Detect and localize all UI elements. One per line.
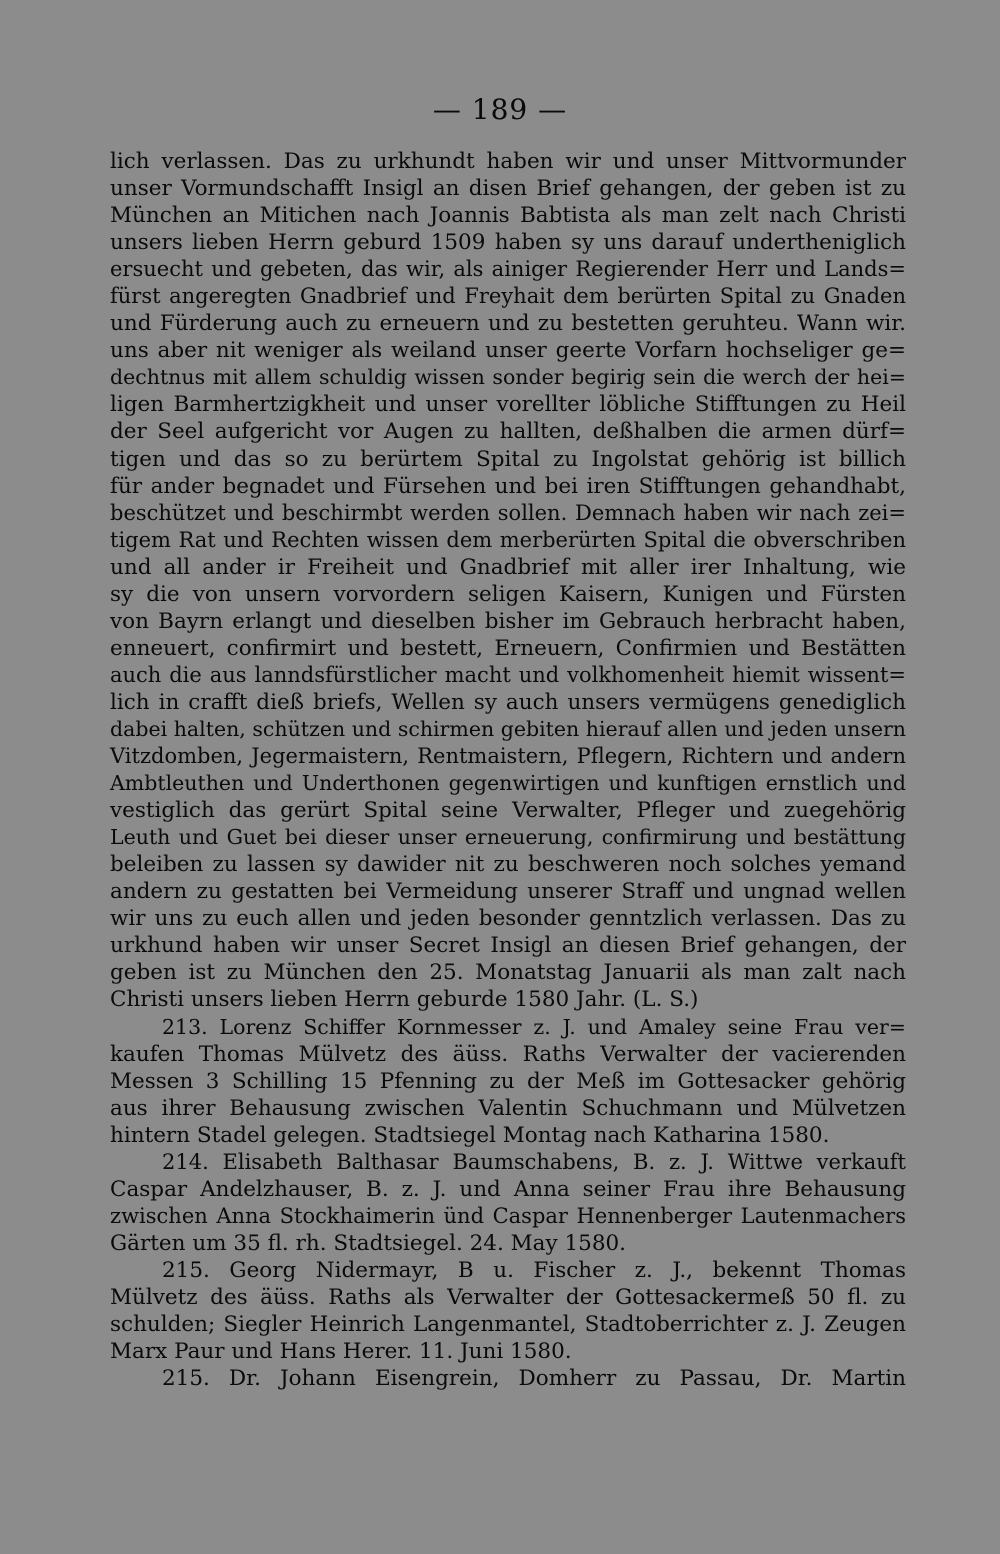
text-line: dechtnus mit allem schuldig wissen sonder begirig sein die werch der hei= xyxy=(110,365,906,390)
text-line: lich in crafft dieß briefs, Wellen sy auch unsers vermügens genediglich xyxy=(110,689,906,715)
text-line: Ambtleuthen und Underthonen gegenwirtigen und kunftigen ernstlich und xyxy=(110,771,906,796)
text-line: München an Mitichen nach Joannis Babtista als man zelt nach Christi xyxy=(110,203,906,229)
text-line: und Fürderung auch zu erneuern und zu bestetten geruhteu. Wann wir. xyxy=(110,311,906,337)
text-line: unser Vormundschafft Insigl an disen Brief gehangen, der geben ist zu xyxy=(110,176,906,202)
text-line: 215. Dr. Johann Eisengrein, Domherr zu Passau, Dr. Martin xyxy=(162,1366,906,1392)
text-line: urkhund haben wir unser Secret Insigl an diesen Brief gehangen, der xyxy=(110,933,906,959)
text-line: und all ander ir Freiheit und Gnadbrief mit aller irer Inhaltung, wie xyxy=(110,554,906,580)
text-line: schulden; Siegler Heinrich Langenmantel, Stadtoberrichter z. J. Zeugen xyxy=(110,1312,906,1338)
text-line: fürst angeregten Gnadbrief und Freyhait dem berürten Spital zu Gnaden xyxy=(110,284,906,309)
text-line: Christi unsers lieben Herrn geburde 1580 Jahr. (L. S.) xyxy=(110,987,699,1013)
text-line: tigem Rat und Rechten wissen dem merberürten Spital die obverschriben xyxy=(110,527,906,552)
text-line: aus ihrer Behausung zwischen Valentin Schuchmann und Mülvetzen xyxy=(110,1095,906,1121)
text-line: 214. Elisabeth Balthasar Baumschabens, B. z. J. Wittwe verkauft xyxy=(162,1149,906,1174)
text-line: dabei halten, schützen und schirmen gebiten hierauf allen und jeden unsern xyxy=(110,716,906,741)
text-line: Messen 3 Schilling 15 Pfenning zu der Meß im Gottesacker gehörig xyxy=(110,1068,906,1094)
text-line: Mülvetz des äüss. Raths als Verwalter der Gottesackermeß 50 fl. zu xyxy=(110,1284,906,1310)
text-line: geben ist zu München den 25. Monatstag Januarii als man zalt nach xyxy=(110,960,906,986)
text-line: ersuecht und gebeten, das wir, als ainiger Regierender Herr und Lands= xyxy=(110,257,906,282)
text-line: von Bayrn erlangt und dieselben bisher im Gebrauch herbracht haben, xyxy=(110,608,906,634)
text-line: kaufen Thomas Mülvetz des äüss. Raths Verwalter der vacierenden xyxy=(110,1041,906,1067)
text-line: auch die aus lanndsfürstlicher macht und volkhomenheit hiemit wissent= xyxy=(110,662,906,687)
text-line: beleiben zu lassen sy dawider nit zu beschweren noch solches yemand xyxy=(110,852,906,878)
text-line: der Seel aufgericht vor Augen zu hallten, deßhalben die armen dürf= xyxy=(110,419,906,445)
text-line: uns aber nit weniger als weiland unser geerte Vorfarn hochseliger ge= xyxy=(110,338,906,364)
text-line: Gärten um 35 fl. rh. Stadtsiegel. 24. May 1580. xyxy=(110,1230,627,1256)
text-line: zwischen Anna Stockhaimerin ünd Caspar Hennenberger Lautenmachers xyxy=(110,1203,906,1228)
text-line: hintern Stadel gelegen. Stadtsiegel Montag nach Katharina 1580. xyxy=(110,1122,830,1148)
text-line: lich verlassen. Das zu urkhundt haben wir und unser Mittvormunder xyxy=(110,149,906,174)
text-line: sy die von unsern vorvordern seligen Kaisern, Kunigen und Fürsten xyxy=(110,581,906,607)
text-line: andern zu gestatten bei Vermeidung unserer Straff und ungnad wellen xyxy=(110,879,906,905)
text-line: tigen und das so zu berürtem Spital zu Ingolstat gehörig ist billich xyxy=(110,446,906,472)
text-line: 213. Lorenz Schiffer Kornmesser z. J. und Amaley seine Frau ver= xyxy=(162,1014,906,1039)
text-line: Caspar Andelzhauser, B. z. J. und Anna seiner Frau ihre Behausung xyxy=(110,1176,906,1202)
text-line: wir uns zu euch allen und jeden besonder genntzlich verlassen. Das zu xyxy=(110,906,906,932)
page-number: — 189 — xyxy=(432,93,568,126)
text-line: ligen Barmhertzigkheit und unser vorellter löbliche Stifftungen zu Heil xyxy=(110,392,906,418)
text-line: unsers lieben Herrn geburd 1509 haben sy uns darauf undertheniglich xyxy=(110,230,906,256)
text-line: Leuth und Guet bei dieser unser erneuerung, confirmirung und bestättung xyxy=(110,825,906,850)
body-text xyxy=(110,148,906,1392)
text-line: beschützet und beschirmbt werden sollen. Demnach haben wir nach zei= xyxy=(110,500,906,525)
text-line: 215. Georg Nidermayr, B u. Fischer z. J., bekennt Thomas xyxy=(162,1257,906,1283)
text-line: für ander begnadet und Fürsehen und bei iren Stifftungen gehandhabt, xyxy=(110,473,906,499)
text-line: Marx Paur und Hans Herer. 11. Juni 1580. xyxy=(110,1339,572,1365)
text-line: Vitzdomben, Jegermaistern, Rentmaistern, Pflegern, Richtern und andern xyxy=(110,744,906,769)
text-line: vestiglich das gerürt Spital seine Verwalter, Pfleger und zuegehörig xyxy=(110,798,906,824)
text-line: enneuert, confirmirt und bestett, Erneuern, Confirmien und Bestätten xyxy=(110,635,906,661)
